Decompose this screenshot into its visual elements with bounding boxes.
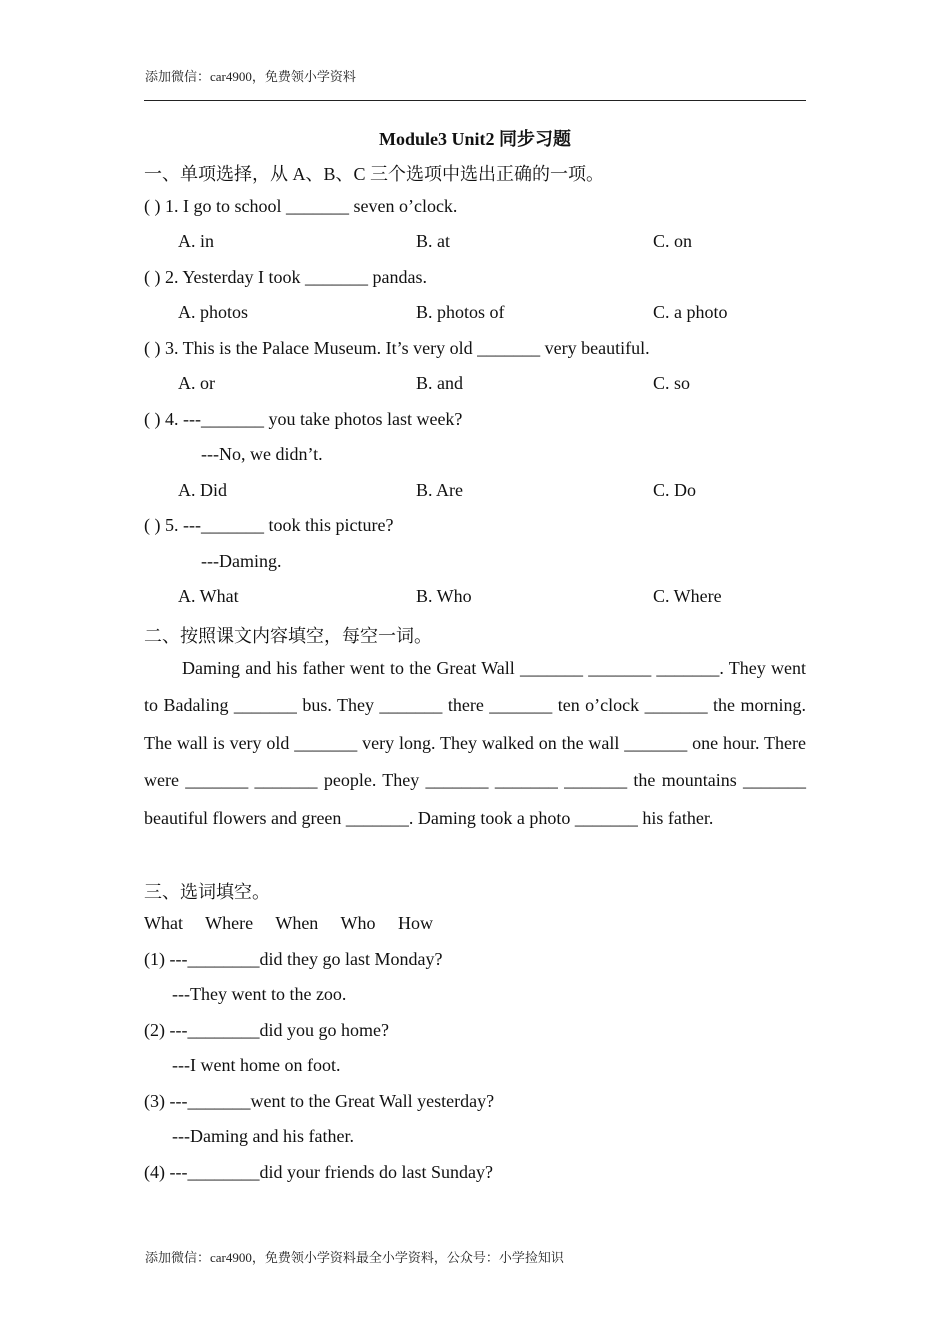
question-3-option-c: C. so	[653, 373, 691, 393]
fill-item-1-question: (1) ---________did they go last Monday?	[144, 949, 443, 969]
question-1-option-c: C. on	[653, 231, 693, 251]
question-1-option-b: B. at	[416, 231, 450, 251]
word-bank	[144, 913, 451, 934]
word-bank-item: How	[398, 913, 433, 933]
fill-item-4-question: (4) ---________did your friends do last Sunday?	[144, 1162, 493, 1182]
word-bank-item: Who	[340, 913, 376, 933]
fill-item-2-question: (2) ---________did you go home?	[144, 1020, 389, 1040]
header-divider	[144, 100, 806, 101]
section3-heading: 三、选词填空。	[144, 882, 270, 902]
question-5-stem: ( ) 5. ---_______ took this picture?	[144, 515, 394, 535]
question-4-option-b: B. Are	[416, 480, 463, 500]
fill-item-1-answer: ---They went to the zoo.	[172, 984, 347, 1004]
page-header: 添加微信：car4900，免费领小学资料	[145, 69, 356, 84]
question-1-stem: ( ) 1. I go to school _______ seven o’clock.	[144, 196, 458, 216]
cloze-passage	[144, 650, 806, 837]
question-5-option-b: B. Who	[416, 586, 472, 606]
page-footer: 添加微信：car4900，免费领小学资料最全小学资料，公众号：小学捡知识	[145, 1250, 564, 1265]
question-2-option-b: B. photos of	[416, 302, 505, 322]
fill-item-3-answer: ---Daming and his father.	[172, 1126, 354, 1146]
question-3-option-a: A. or	[178, 373, 215, 393]
word-bank-item: Where	[205, 913, 254, 933]
question-2-option-c: C. a photo	[653, 302, 728, 322]
question-5-option-c: C. Where	[653, 586, 722, 606]
question-2-option-a: A. photos	[178, 302, 249, 322]
word-bank-item: When	[275, 913, 319, 933]
section2-heading: 二、按照课文内容填空，每空一词。	[144, 626, 432, 646]
question-2-stem: ( ) 2. Yesterday I took _______ pandas.	[144, 267, 427, 287]
question-4-answer: ---No, we didn’t.	[201, 444, 323, 464]
question-5-answer: ---Daming.	[201, 551, 282, 571]
fill-item-2-answer: ---I went home on foot.	[172, 1055, 341, 1075]
question-3-option-b: B. and	[416, 373, 463, 393]
section1-heading: 一、单项选择，从 A、B、C 三个选项中选出正确的一项。	[144, 164, 605, 184]
question-5-option-a: A. What	[178, 586, 239, 606]
word-bank-item: What	[144, 913, 183, 933]
cloze-passage-text: Daming and his father went to the Great Wall _______ _______ _______. They went to Badaling _______ bus. They _______ there _______ ten o’clock _______ the morning. The wall is very old _______ very long. They walked on the wall _______ one hour. There were _______ _______ people. They _______ _______ _______ the mountains _______ beautiful flowers and green _______. Daming took a photo _______ his father.	[144, 658, 806, 828]
question-3-stem: ( ) 3. This is the Palace Museum. It’s very old _______ very beautiful.	[144, 338, 650, 358]
page-title: Module3 Unit2 同步习题	[378, 129, 571, 149]
question-4-option-c: C. Do	[653, 480, 697, 500]
fill-item-3-question: (3) ---_______went to the Great Wall yesterday?	[144, 1091, 495, 1111]
question-4-stem: ( ) 4. ---_______ you take photos last week?	[144, 409, 463, 429]
question-1-option-a: A. in	[178, 231, 214, 251]
question-4-option-a: A. Did	[178, 480, 227, 500]
